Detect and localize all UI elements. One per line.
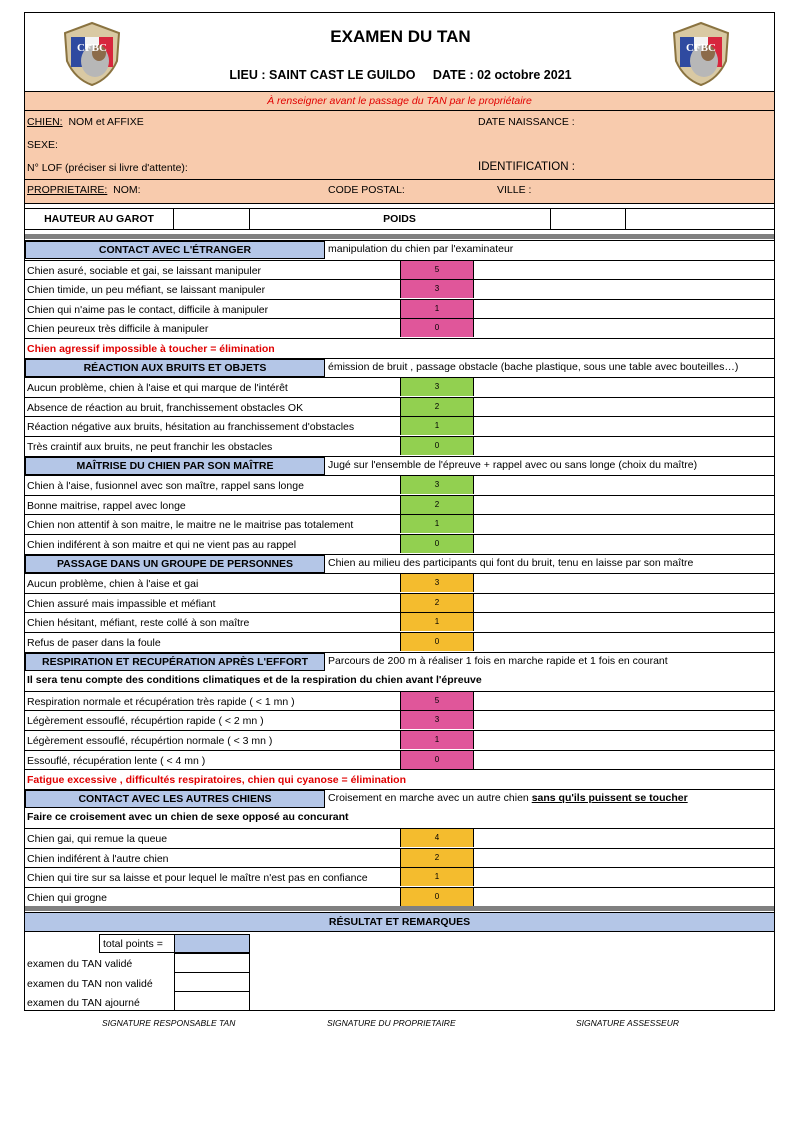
valide-label: examen du TAN validé [27, 958, 133, 970]
criterion-label: Chien qui n'aime pas le contact, difficile à manipuler [27, 303, 269, 316]
criterion-label: Légèrement essouflé, récupértion normale ( < 3 mn ) [27, 735, 273, 747]
section-description-text: Jugé sur l'ensemble de l'épreuve + rappel avec ou sans longe (choix du maître) [328, 458, 698, 471]
non-valide-label: examen du TAN non validé [27, 978, 153, 990]
separator-bar [25, 234, 774, 239]
section-title: RESPIRATION ET RECUPÉRATION APRÈS L'EFFORT [25, 653, 325, 671]
section-title: PASSAGE DANS UN GROUPE DE PERSONNES [25, 555, 325, 573]
criterion-row [25, 397, 774, 417]
criterion-score[interactable]: 3 [400, 711, 474, 729]
total-points-label: total points = [103, 938, 163, 950]
criterion-score[interactable]: 1 [400, 613, 474, 631]
ville-label: VILLE : [497, 184, 532, 196]
criterion-label: Chien peureux très difficile à manipuler [27, 323, 209, 336]
measures-row [25, 209, 774, 229]
section-description [328, 240, 513, 258]
criterion-row [25, 828, 774, 848]
criterion-score[interactable]: 0 [400, 888, 474, 906]
criterion-label: Bonne maitrise, rappel avec longe [27, 499, 186, 512]
date-naissance-label: DATE NAISSANCE : [478, 116, 575, 128]
nom-affixe-label: NOM et AFFIXE [68, 116, 144, 128]
criterion-label: Absence de réaction au bruit, franchissement obstacles OK [27, 401, 304, 414]
criterion-row [25, 436, 774, 456]
result-title: RÉSULTAT ET REMARQUES [328, 916, 471, 928]
poids-label: POIDS [383, 213, 416, 225]
criterion-label: Légèrement essouflé, récupértion rapide ( < 2 mn ) [27, 715, 264, 728]
hauteur-label: HAUTEUR AU GAROT [44, 213, 154, 225]
criterion-label: Chien qui grogne [27, 891, 107, 904]
criterion-score[interactable]: 5 [400, 692, 474, 710]
criterion-row [25, 593, 774, 613]
criterion-row [25, 279, 774, 299]
section-header [25, 456, 774, 475]
criterion-label: Aucun problème, chien à l'aise et qui marque de l'intérêt [27, 382, 288, 395]
criterion-label: Chien gai, qui remue la queue [27, 833, 168, 845]
section-description [328, 789, 688, 807]
criterion-score[interactable]: 0 [400, 319, 474, 337]
location-date [25, 68, 776, 82]
signature-proprietaire: SIGNATURE DU PROPRIETAIRE [327, 1018, 456, 1028]
location: LIEU : SAINT CAST LE GUILDO [229, 68, 416, 82]
criterion-score[interactable]: 3 [400, 378, 474, 396]
lof-label: N° LOF (préciser si livre d'attente): [27, 162, 188, 174]
criterion-score[interactable]: 1 [400, 868, 474, 886]
section-title: RÉACTION AUX BRUITS ET OBJETS [25, 359, 325, 377]
criterion-label: Chien assuré mais impassible et méfiant [27, 597, 216, 610]
criterion-label: Refus de paser dans la foule [27, 637, 161, 649]
identification-label: IDENTIFICATION : [478, 161, 575, 173]
criterion-row [25, 612, 774, 632]
criterion-score[interactable]: 1 [400, 417, 474, 435]
section-description [328, 456, 697, 474]
section-note: Il sera tenu compte des conditions climatiques et de la respiration du chien avant l'épreuve [27, 674, 482, 687]
section-description [328, 652, 668, 670]
section-header [25, 554, 774, 573]
criterion-row [25, 416, 774, 436]
section-header [25, 240, 774, 259]
nom-label: NOM: [113, 184, 141, 196]
criterion-score[interactable]: 3 [400, 574, 474, 592]
criterion-label: Chien à l'aise, fusionnel avec son maître, rappel sans longe [27, 480, 304, 493]
section-header [25, 652, 774, 671]
elimination-rule: Fatigue excessive , difficultés respiratoires, chien qui cyanose = élimination [27, 774, 407, 787]
criterion-row [25, 534, 774, 554]
criterion-row [25, 475, 774, 495]
criterion-row [25, 632, 774, 652]
section-title: CONTACT AVEC LES AUTRES CHIENS [25, 790, 325, 808]
page-title: EXAMEN DU TAN [330, 27, 471, 46]
criterion-score[interactable]: 2 [400, 496, 474, 514]
signature-responsable: SIGNATURE RESPONSABLE TAN [102, 1018, 236, 1028]
chien-label: CHIEN: [27, 116, 63, 128]
criterion-score[interactable]: 2 [400, 398, 474, 416]
valide-checkbox[interactable] [174, 953, 250, 973]
criterion-score[interactable]: 2 [400, 594, 474, 612]
ajourne-checkbox[interactable] [174, 991, 250, 1011]
criterion-row [25, 730, 774, 750]
criterion-row [25, 848, 774, 868]
criterion-label: Chien asuré, sociable et gai, se laissant manipuler [27, 264, 262, 277]
non-valide-checkbox[interactable] [174, 972, 250, 992]
separator-bar [25, 906, 774, 911]
svg-text:CFBC: CFBC [686, 42, 716, 54]
criterion-row [25, 710, 774, 730]
signature-assesseur: SIGNATURE ASSESSEUR [576, 1018, 679, 1028]
criterion-score[interactable]: 1 [400, 515, 474, 533]
poids-input[interactable] [551, 209, 625, 229]
criterion-score[interactable]: 0 [400, 751, 474, 769]
criterion-score[interactable]: 2 [400, 849, 474, 867]
criterion-row [25, 691, 774, 711]
criterion-score[interactable]: 3 [400, 280, 474, 298]
total-points-input[interactable] [174, 934, 250, 953]
section-description-text: émission de bruit , passage obstacle (bache plastique, sous une table avec bouteilles…) [328, 360, 739, 373]
criterion-label: Respiration normale et récupération très rapide ( < 1 mn ) [27, 695, 295, 708]
section-header [25, 789, 774, 808]
owner-note: À renseigner avant le passage du TAN par le propriétaire [267, 95, 532, 107]
criterion-label: Aucun problème, chien à l'aise et gai [27, 578, 199, 591]
section-description-text: Chien au milieu des participants qui font du bruit, tenu en laisse par son maître [328, 556, 694, 569]
exam-date: DATE : 02 octobre 2021 [432, 68, 572, 82]
criterion-score[interactable]: 1 [400, 300, 474, 318]
svg-text:CFBC: CFBC [77, 42, 107, 54]
criterion-row [25, 299, 774, 319]
criterion-label: Très craintif aux bruits, ne peut franchir les obstacles [27, 441, 273, 453]
criterion-row [25, 318, 774, 338]
section-title: CONTACT AVEC L'ÉTRANGER [25, 241, 325, 259]
criterion-label: Chien indiférent à son maitre et qui ne vient pas au rappel [27, 539, 297, 551]
section-description-text: Croisement en marche avec un autre chien [328, 791, 532, 804]
criterion-row [25, 514, 774, 534]
total-label-cell [99, 934, 175, 953]
criterion-score[interactable]: 3 [400, 476, 474, 494]
elimination-rule: Chien agressif impossible à toucher = élimination [27, 343, 275, 355]
tan-exam-sheet [24, 12, 775, 1011]
criterion-row [25, 867, 774, 887]
criterion-label: Chien timide, un peu méfiant, se laissant manipuler [27, 284, 266, 297]
criterion-score[interactable]: 4 [400, 829, 474, 847]
criterion-row [25, 750, 774, 770]
criterion-label: Chien qui tire sur sa laisse et pour lequel le maître n'est pas en confiance [27, 872, 368, 885]
result-header [25, 912, 774, 932]
criterion-label: Chien indiférent à l'autre chien [27, 852, 169, 865]
criterion-score[interactable]: 1 [400, 731, 474, 749]
section-description-emphasis: sans qu'ils puissent se toucher [531, 791, 688, 804]
criterion-score[interactable]: 5 [400, 261, 474, 279]
sexe-label: SEXE: [27, 139, 58, 151]
section-title: MAÎTRISE DU CHIEN PAR SON MAÎTRE [25, 457, 325, 475]
section-header [25, 358, 774, 377]
section-description [328, 554, 693, 572]
criterion-label: Chien non attentif à son maitre, le maitre ne le maitrise pas totalement [27, 519, 354, 532]
criterion-label: Réaction négative aux bruits, hésitation au franchissement d'obstacles [27, 421, 355, 434]
criterion-score[interactable]: 0 [400, 535, 474, 553]
hauteur-input[interactable] [174, 209, 249, 229]
criterion-label: Essouflé, récupération lente ( < 4 mn ) [27, 754, 206, 767]
code-postal-label: CODE POSTAL: [328, 184, 405, 196]
criterion-score[interactable]: 0 [400, 437, 474, 455]
proprietaire-label: PROPRIETAIRE: [27, 184, 108, 196]
criterion-row [25, 260, 774, 280]
ajourne-label: examen du TAN ajourné [27, 997, 140, 1009]
section-description [328, 358, 738, 376]
criterion-row [25, 377, 774, 397]
section-description-text: Parcours de 200 m à réaliser 1 fois en marche rapide et 1 fois en courant [328, 654, 668, 667]
section-description-text: manipulation du chien par l'examinateur [328, 243, 514, 255]
criterion-score[interactable]: 0 [400, 633, 474, 651]
criterion-row [25, 573, 774, 593]
section-note: Faire ce croisement avec un chien de sexe opposé au concurant [27, 811, 349, 824]
criterion-row [25, 887, 774, 907]
criterion-label: Chien hésitant, méfiant, reste collé à son maître [27, 617, 250, 630]
criterion-row [25, 495, 774, 515]
